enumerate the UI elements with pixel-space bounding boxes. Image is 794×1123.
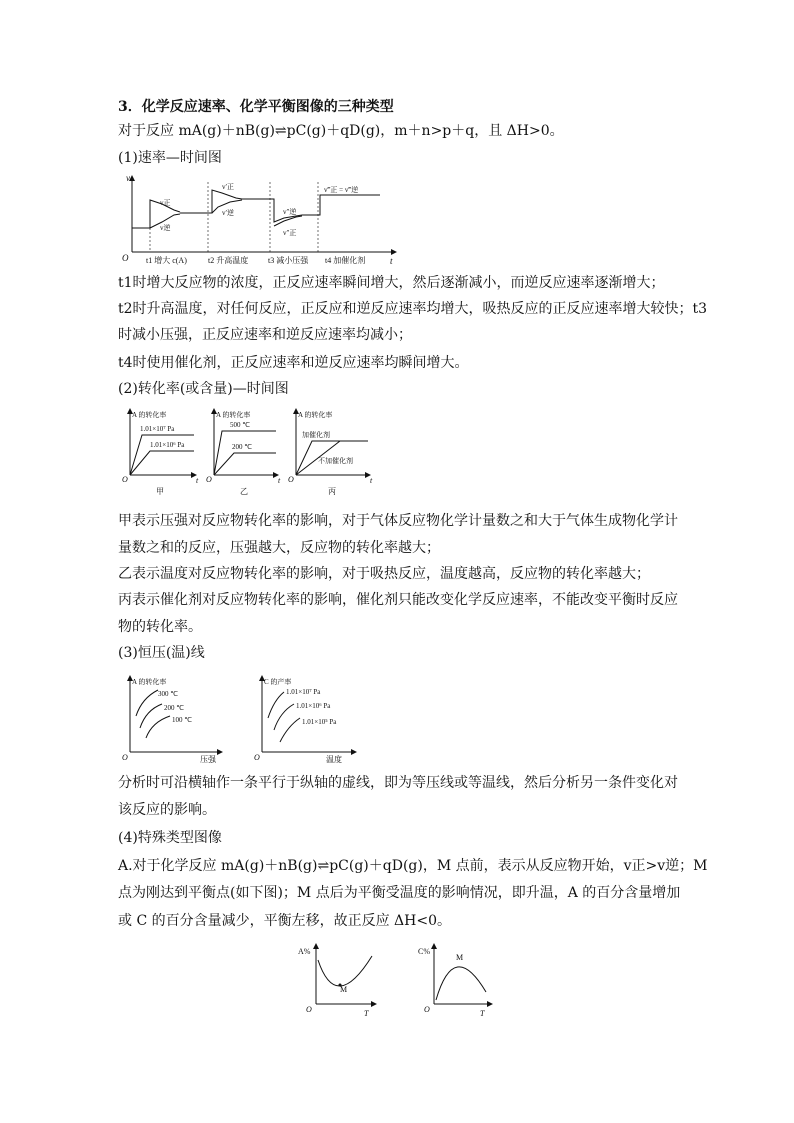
label-v-zheng: v正 [160, 199, 171, 207]
s4-title: (4)特殊类型图像 [118, 830, 222, 846]
caption-yi: 乙 [240, 487, 248, 496]
svg-text:100 ℃: 100 ℃ [172, 716, 193, 724]
s3-p2: 该反应的影响。 [118, 802, 216, 818]
rate-time-figure [118, 172, 398, 266]
svg-text:O: O [306, 1005, 312, 1014]
graph-c-percent [418, 944, 492, 1018]
special-type-figures [296, 940, 496, 1022]
caption-jia: 甲 [156, 487, 164, 496]
svg-text:O: O [206, 475, 212, 484]
label-v-zheng-2: v′正 [222, 183, 235, 191]
s2-p2: 乙表示温度对反应物转化率的影响，对于吸热反应，温度越高，反应物的转化率越大； [118, 566, 650, 582]
graph-bing [288, 409, 373, 496]
reaction-intro: 对于反应 mA(g)＋nB(g)⇌pC(g)＋qD(g)，m＋n>p＋q，且 ΔH>0。 [118, 123, 564, 139]
graph-temperature [254, 676, 356, 764]
axis-t: t [390, 256, 393, 266]
caption-t1: t1 增大 c(A) [146, 256, 187, 265]
svg-text:500 ℃: 500 ℃ [230, 421, 251, 429]
svg-text:1.01×10⁶ Pa: 1.01×10⁶ Pa [296, 702, 331, 710]
svg-text:T: T [480, 1009, 485, 1018]
svg-text:t: t [278, 476, 281, 485]
svg-text:T: T [364, 1009, 369, 1018]
svg-text:1.01×10⁵ Pa: 1.01×10⁵ Pa [302, 718, 337, 726]
svg-text:200 ℃: 200 ℃ [164, 704, 185, 712]
s4-p2: 点为刚达到平衡点(如下图)；M 点后为平衡受温度的影响情况，即升温，A 的百分含量增加 [118, 885, 681, 901]
svg-text:压强: 压强 [200, 755, 216, 764]
axis-v: v [126, 173, 130, 183]
svg-text:A%: A% [298, 947, 311, 956]
caption-t3: t3 减小压强 [268, 256, 309, 265]
graph-yi [206, 409, 281, 496]
svg-text:200 ℃: 200 ℃ [232, 443, 253, 451]
s1-p3: t4时使用催化剂，正反应速率和逆反应速率均瞬间增大。 [118, 355, 469, 371]
s1-p2b: 时减小压强，正反应速率和逆反应速率均减小； [118, 327, 412, 343]
caption-t2: t2 升高温度 [208, 256, 249, 265]
svg-text:O: O [122, 475, 128, 484]
svg-text:A 的转化率: A 的转化率 [216, 411, 251, 419]
s4-p3: 或 C 的百分含量减少，平衡左移，故正反应 ΔH<0。 [118, 913, 452, 929]
svg-text:温度: 温度 [326, 755, 342, 764]
point-m-1: M [340, 985, 348, 994]
caption-t4: t4 加催化剂 [325, 256, 366, 265]
svg-text:t: t [370, 476, 373, 485]
label-v-zheng-3: v″正 [283, 229, 297, 237]
graph-jia [122, 409, 199, 496]
svg-text:A 的转化率: A 的转化率 [298, 411, 333, 419]
svg-text:A 的转化率: A 的转化率 [132, 678, 167, 686]
s2-title: (2)转化率(或含量)—时间图 [118, 381, 289, 397]
point-m-2: M [456, 953, 464, 962]
svg-text:不加催化剂: 不加催化剂 [318, 457, 353, 465]
label-v-ni-2: v′逆 [222, 209, 235, 217]
svg-text:C%: C% [418, 947, 430, 956]
s1-p1: t1时增大反应物的浓度，正反应速率瞬间增大，然后逐渐减小，而逆反应速率逐渐增大； [118, 275, 665, 291]
s4-p1: A.对于化学反应 mA(g)＋nB(g)⇌pC(g)＋qD(g)，M 点前，表示从反应物开始，v正>v逆；M [118, 858, 708, 874]
s1-p2a: t2时升高温度，对任何反应，正反应和逆反应速率均增大，吸热反应的正反应速率增大较快；t3 [118, 301, 708, 317]
section-heading: 3．化学反应速率、化学平衡图像的三种类型 [118, 99, 394, 115]
graph-pressure [122, 676, 222, 764]
s1-title: (1)速率—时间图 [118, 150, 222, 166]
label-v-ni-3: v″逆 [283, 208, 297, 216]
svg-text:t: t [196, 476, 199, 485]
svg-text:O: O [424, 1005, 430, 1014]
s2-p3a: 丙表示催化剂对反应物转化率的影响，催化剂只能改变化学反应速率，不能改变平衡时反应 [118, 592, 678, 608]
svg-text:O: O [122, 753, 128, 762]
s2-p1b: 量数之和的反应，压强越大，反应物的转化率越大； [118, 540, 440, 556]
s3-title: (3)恒压(温)线 [118, 645, 205, 661]
svg-text:C 的产率: C 的产率 [264, 678, 292, 686]
svg-text:1.01×10⁷ Pa: 1.01×10⁷ Pa [140, 425, 175, 433]
svg-text:O: O [288, 475, 294, 484]
caption-bing: 丙 [328, 487, 336, 496]
label-v-ni: v逆 [160, 224, 171, 232]
conversion-time-figures [118, 405, 378, 500]
graph-a-percent [298, 944, 376, 1018]
s2-p3b: 物的转化率。 [118, 619, 202, 635]
svg-text:1.01×10⁶ Pa: 1.01×10⁶ Pa [150, 441, 185, 449]
label-v-equal: v‴正 = v‴逆 [324, 186, 359, 194]
svg-text:1.01×10⁷ Pa: 1.01×10⁷ Pa [286, 688, 321, 696]
origin: O [122, 253, 129, 263]
svg-text:300 ℃: 300 ℃ [158, 690, 179, 698]
svg-text:A 的转化率: A 的转化率 [132, 411, 167, 419]
svg-text:加催化剂: 加催化剂 [302, 431, 330, 439]
s2-p1a: 甲表示压强对反应物转化率的影响，对于气体反应物化学计量数之和大于气体生成物化学计 [118, 513, 678, 529]
isoline-figures [118, 672, 368, 764]
svg-text:O: O [254, 753, 260, 762]
s3-p1: 分析时可沿横轴作一条平行于纵轴的虚线，即为等压线或等温线，然后分析另一条件变化对 [118, 775, 678, 791]
